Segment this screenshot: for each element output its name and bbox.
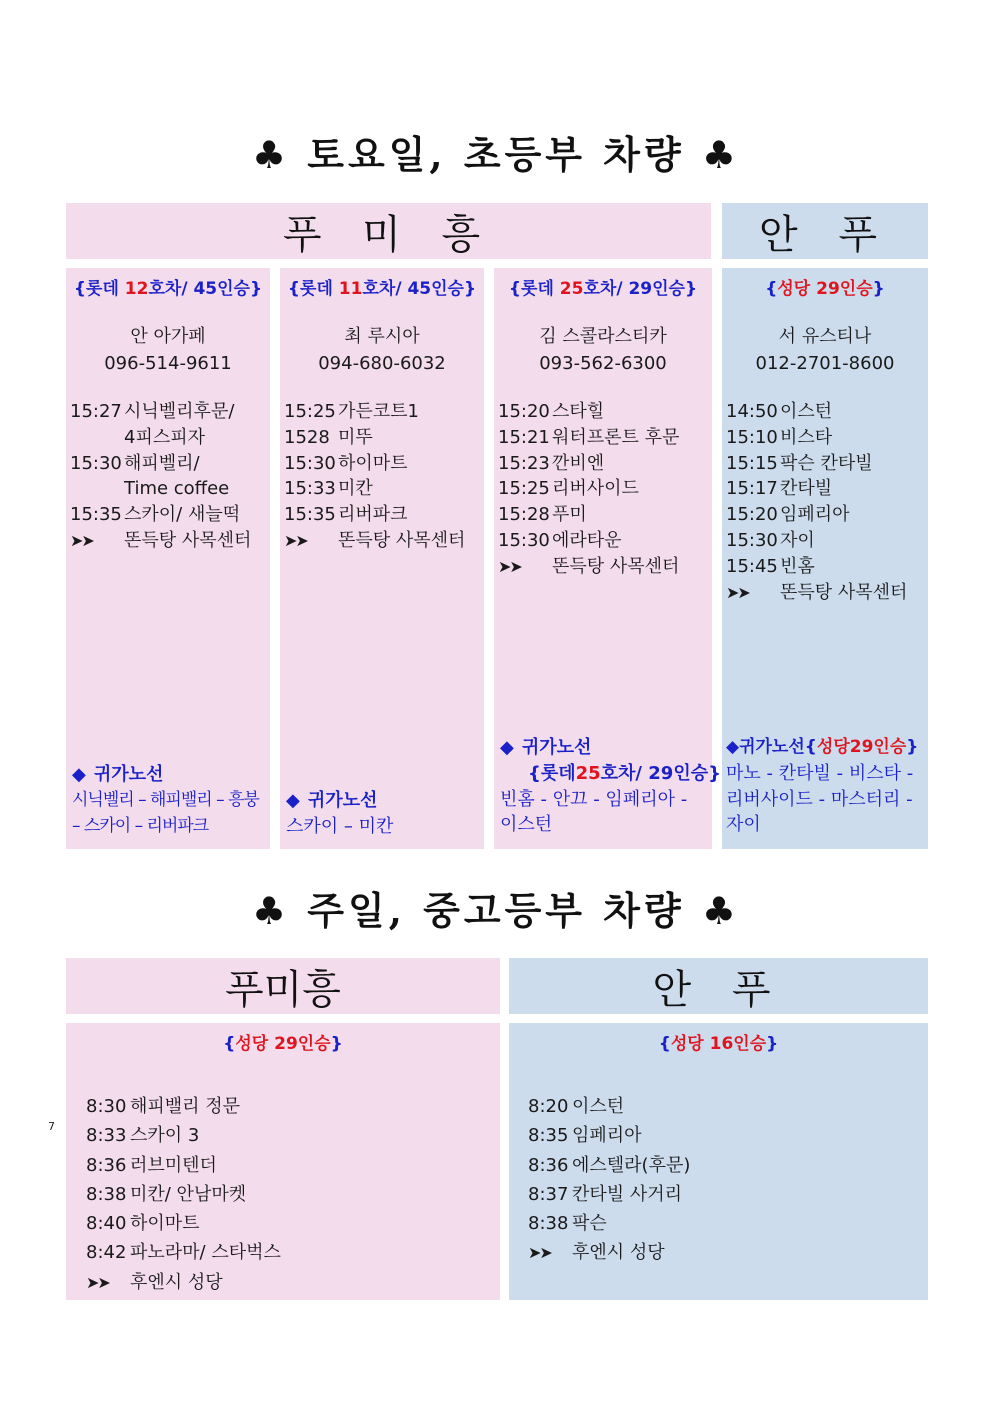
driver-contact <box>70 323 266 377</box>
stop-list <box>70 399 266 554</box>
arrow-icon: ➤➤ <box>726 582 749 602</box>
arrow-icon: ➤➤ <box>70 530 93 550</box>
driver-phone: 012-2701-8600 <box>755 353 895 374</box>
return-route-bus: {롯데25호차/ 29인승} <box>528 762 721 784</box>
stop-row: 15:30 해피벨리/ <box>70 452 200 474</box>
return-route-stops: 스카이 – 미칸 <box>286 815 394 837</box>
stop-row: 15:25 리버사이드 <box>498 478 639 500</box>
driver-contact <box>726 323 924 377</box>
stop-row: 8:35 임페리아 <box>528 1125 642 1147</box>
bus-header: {롯데 25호차/ 29인승} <box>508 279 698 299</box>
stop-row-destination: ➤➤ 똔득탕 사목센터 <box>498 554 708 580</box>
stop-row: 8:42 파노라마/ 스타벅스 <box>86 1242 281 1264</box>
bus-column-lotte-11 <box>280 268 484 849</box>
bus-column-lotte-25 <box>494 268 721 849</box>
region-label: 푸미흥 <box>225 966 341 1013</box>
driver-name: 서 유스티나 <box>778 326 872 347</box>
stop-row: 8:20 이스턴 <box>528 1096 625 1117</box>
bus-header: {성당 16인승} <box>658 1034 779 1054</box>
bus-header: {성당 29인승} <box>223 1034 343 1054</box>
return-route-stops: 빈홈 - 안끄 - 임페리아 - 이스턴 <box>500 788 688 836</box>
arrow-icon: ➤➤ <box>86 1272 109 1292</box>
stop-row: 15:30 자이 <box>726 529 815 551</box>
stop-row-destination: ➤➤ 똔득탕 사목센터 <box>726 580 924 606</box>
stop-row: 15:20 임페리아 <box>726 504 850 526</box>
bus-header: {성당 29인승} <box>765 279 885 299</box>
stop-row: 15:15 팍슨 칸타빌 <box>726 452 873 474</box>
stop-row: 14:50 이스턴 <box>726 401 833 422</box>
stop-row: Time coffee <box>124 478 230 500</box>
stop-row: 8:38 미칸/ 안남마켓 <box>86 1183 247 1205</box>
stop-row: 15:28 푸미 <box>498 504 587 526</box>
saturday-title: ♣ 토요일, 초등부 차량 ♣ <box>252 132 740 177</box>
stop-row: 15:35 스카이/ 새늘떡 <box>70 504 241 526</box>
return-route-stops: 시닉벨리 – 해피밸리 – 흥붕 – 스카이 – 리버파크 <box>72 789 259 836</box>
driver-name: 김 스콜라스티카 <box>539 326 667 347</box>
stop-list <box>726 399 924 605</box>
stop-row: 8:33 스카이 3 <box>86 1125 200 1147</box>
return-route <box>72 762 266 839</box>
arrow-icon: ➤➤ <box>528 1243 551 1263</box>
stop-row: 8:36 러브미텐더 <box>86 1154 217 1176</box>
stop-row: 15:45 빈홈 <box>726 555 815 577</box>
stop-row: 15:30 에라타운 <box>498 529 622 551</box>
stop-row: 1528 미뚜 <box>284 426 373 448</box>
bus-header: {롯데 11호차/ 45인승} <box>287 279 477 299</box>
bus-column-sunday-anpu <box>509 1023 928 1300</box>
region-label: 푸 미 흥 <box>282 211 495 258</box>
stop-list <box>284 399 480 554</box>
region-header-pumihung <box>66 958 500 1014</box>
stop-row: 15:35 리버파크 <box>284 504 408 526</box>
driver-phone: 096-514-9611 <box>104 353 232 374</box>
stop-row-destination: ➤➤ 후엔시 성당 <box>528 1238 928 1267</box>
region-header-pumihung <box>66 203 711 259</box>
stop-row-destination: ➤➤ 똔득탕 사목센터 <box>284 528 480 554</box>
stop-row-destination: ➤➤ 후엔시 성당 <box>86 1268 500 1297</box>
stop-row: 15:20 스타힐 <box>498 401 605 422</box>
region-header-anpu <box>509 958 928 1014</box>
arrow-icon: ➤➤ <box>498 556 521 576</box>
driver-phone: 093-562-6300 <box>539 353 667 374</box>
bus-column-sunday-pumihung <box>66 1023 500 1300</box>
sunday-title: ♣ 주일, 중고등부 차량 ♣ <box>252 888 740 933</box>
driver-contact <box>284 323 480 377</box>
bus-column-lotte-12 <box>66 268 270 849</box>
stop-row: 15:33 미칸 <box>284 478 373 500</box>
region-header-anpu <box>722 203 928 259</box>
driver-name: 안 아가페 <box>130 326 206 347</box>
stop-row: 15:25 가든코트1 <box>284 401 420 422</box>
stop-list <box>498 399 708 580</box>
diamond-icon: ◆ <box>500 737 514 758</box>
bus-header: {롯데 12호차/ 45인승} <box>73 279 263 299</box>
stop-row: 8:40 하이마트 <box>86 1213 200 1235</box>
diamond-icon: ◆ <box>72 764 86 785</box>
return-route <box>286 788 480 840</box>
stop-row: 4피스피자 <box>124 426 206 448</box>
arrow-icon: ➤➤ <box>284 530 307 550</box>
return-route <box>726 735 924 838</box>
driver-contact <box>498 323 708 377</box>
stop-list <box>528 1092 928 1268</box>
return-route-title: ◆ 귀가노선 <box>286 790 378 811</box>
stop-row: 8:36 에스텔라(후문) <box>528 1154 691 1176</box>
stop-row-destination: ➤➤ 똔득탕 사목센터 <box>70 528 266 554</box>
page-number: 7 <box>48 1120 55 1133</box>
driver-phone: 094-680-6032 <box>318 353 446 374</box>
driver-name: 최 루시아 <box>344 326 420 347</box>
return-route-title: ◆귀가노선{성당29인승} <box>726 737 919 757</box>
stop-row: 15:21 워터프론트 후문 <box>498 426 680 448</box>
stop-row: 8:37 칸타빌 사거리 <box>528 1183 683 1205</box>
stop-row: 15:30 하이마트 <box>284 452 408 474</box>
return-route-stops: 마노 - 칸타빌 - 비스타 - 리버사이드 - 마스터리 - 자이 <box>726 762 914 836</box>
bus-column-parish-29 <box>722 268 928 849</box>
return-route-title: ◆ 귀가노선 <box>500 737 592 758</box>
region-label: 안 푸 <box>652 966 785 1013</box>
return-route <box>500 735 721 838</box>
stop-row: 8:30 해피밸리 정문 <box>86 1096 241 1117</box>
stop-row: 15:17 칸타빌 <box>726 478 833 500</box>
stop-list <box>86 1092 500 1297</box>
return-route-title: ◆ 귀가노선 <box>72 764 164 785</box>
stop-row: 8:38 팍슨 <box>528 1213 607 1235</box>
stop-row: 15:23 깐비엔 <box>498 452 605 474</box>
region-label: 안 푸 <box>759 211 891 258</box>
stop-row: 15:10 비스타 <box>726 426 833 448</box>
stop-row: 15:27 시닉벨리후문/ <box>70 401 235 422</box>
diamond-icon: ◆ <box>286 790 300 811</box>
diamond-icon: ◆ <box>726 737 740 757</box>
